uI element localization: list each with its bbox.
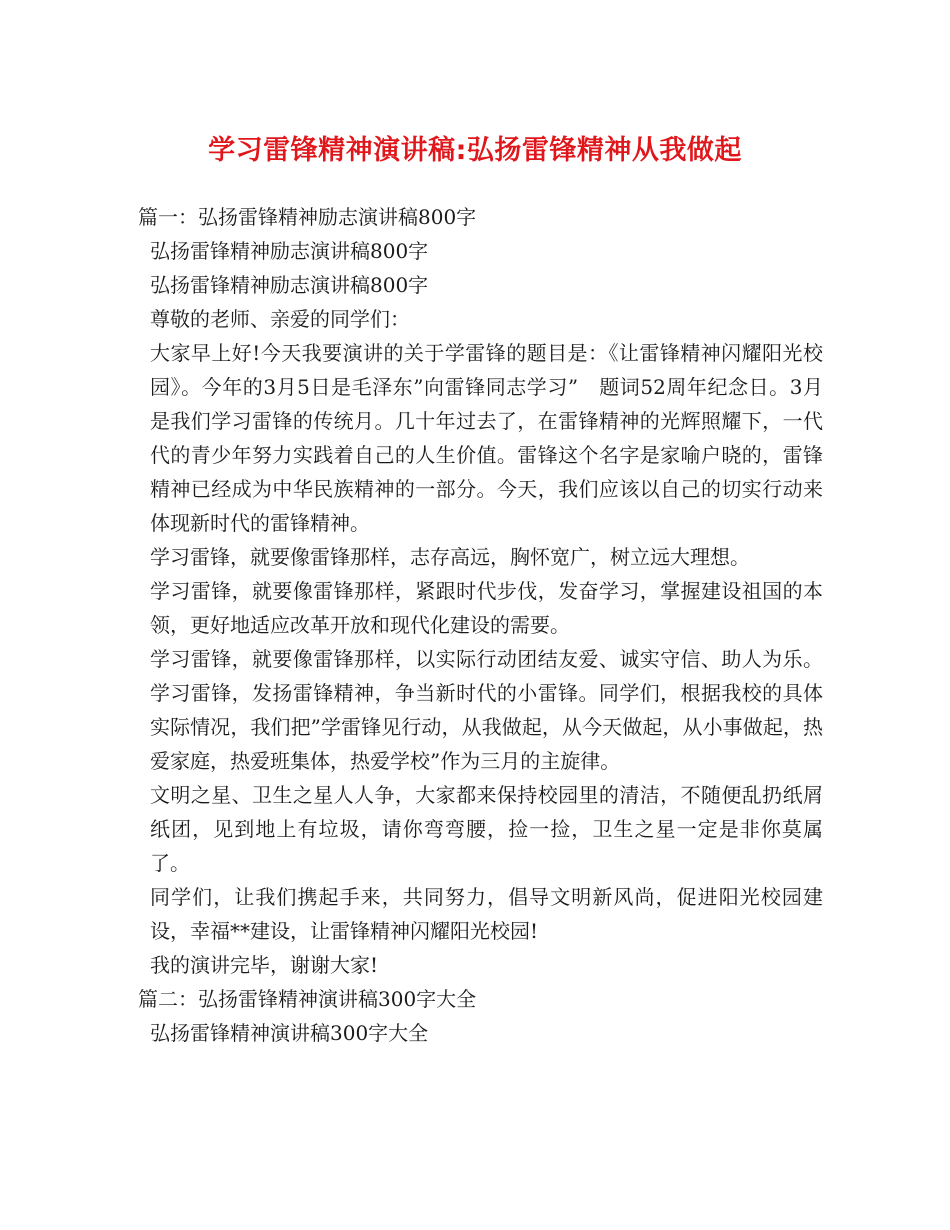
paragraph: 弘扬雷锋精神励志演讲稿800字 (150, 239, 429, 263)
paragraph: 篇一：弘扬雷锋精神励志演讲稿800字 (138, 205, 477, 229)
paragraph: 学习雷锋，就要像雷锋那样，紧跟时代步伐，发奋学习，掌握建设祖国的本领，更好地适应改革开放和现代化建设的需要。 (150, 579, 823, 637)
paragraph: 篇二：弘扬雷锋精神演讲稿300字大全 (138, 987, 477, 1011)
paragraph: 同学们，让我们携起手来，共同努力，倡导文明新风尚，促进阳光校园建设，幸福**建设，让雷锋精神闪耀阳光校园! (150, 885, 823, 943)
paragraph: 尊敬的老师、亲爱的同学们： (150, 307, 410, 331)
paragraph: 弘扬雷锋精神演讲稿300字大全 (150, 1021, 429, 1045)
paragraph: 弘扬雷锋精神励志演讲稿800字 (150, 273, 429, 297)
paragraph: 学习雷锋，就要像雷锋那样，志存高远，胸怀宽广，树立远大理想。 (150, 545, 750, 569)
paragraph: 我的演讲完毕，谢谢大家! (150, 953, 379, 977)
paragraph: 大家早上好!今天我要演讲的关于学雷锋的题目是：《让雷锋精神闪耀阳光校园》。今年的3月5日是毛泽东”向雷锋同志学习” 题词52周年纪念日。3月是我们学习雷锋的传统月。几十年过去了，在雷锋精神的光辉照耀下，一代代的青少年努力实践着自己的人生价值。雷锋这个名字是家喻户晓的，雷锋精神已经成为中华民族精神的一部分。今天，我们应该以自己的切实行动来体现新时代的雷锋精神。 (150, 341, 823, 535)
document-body (138, 200, 823, 1050)
paragraph: 文明之星、卫生之星人人争，大家都来保持校园里的清洁，不随便乱扔纸屑纸团，见到地上有垃圾，请你弯弯腰，捡一捡，卫生之星一定是非你莫属了。 (150, 783, 823, 875)
paragraph: 学习雷锋，就要像雷锋那样，以实际行动团结友爱、诚实守信、助人为乐。学习雷锋，发扬雷锋精神，争当新时代的小雷锋。同学们，根据我校的具体实际情况，我们把”学雷锋见行动，从我做起，从今天做起，从小事做起，热爱家庭，热爱班集体，热爱学校”作为三月的主旋律。 (150, 647, 823, 773)
document-title: 学习雷锋精神演讲稿:弘扬雷锋精神从我做起 (208, 135, 742, 166)
